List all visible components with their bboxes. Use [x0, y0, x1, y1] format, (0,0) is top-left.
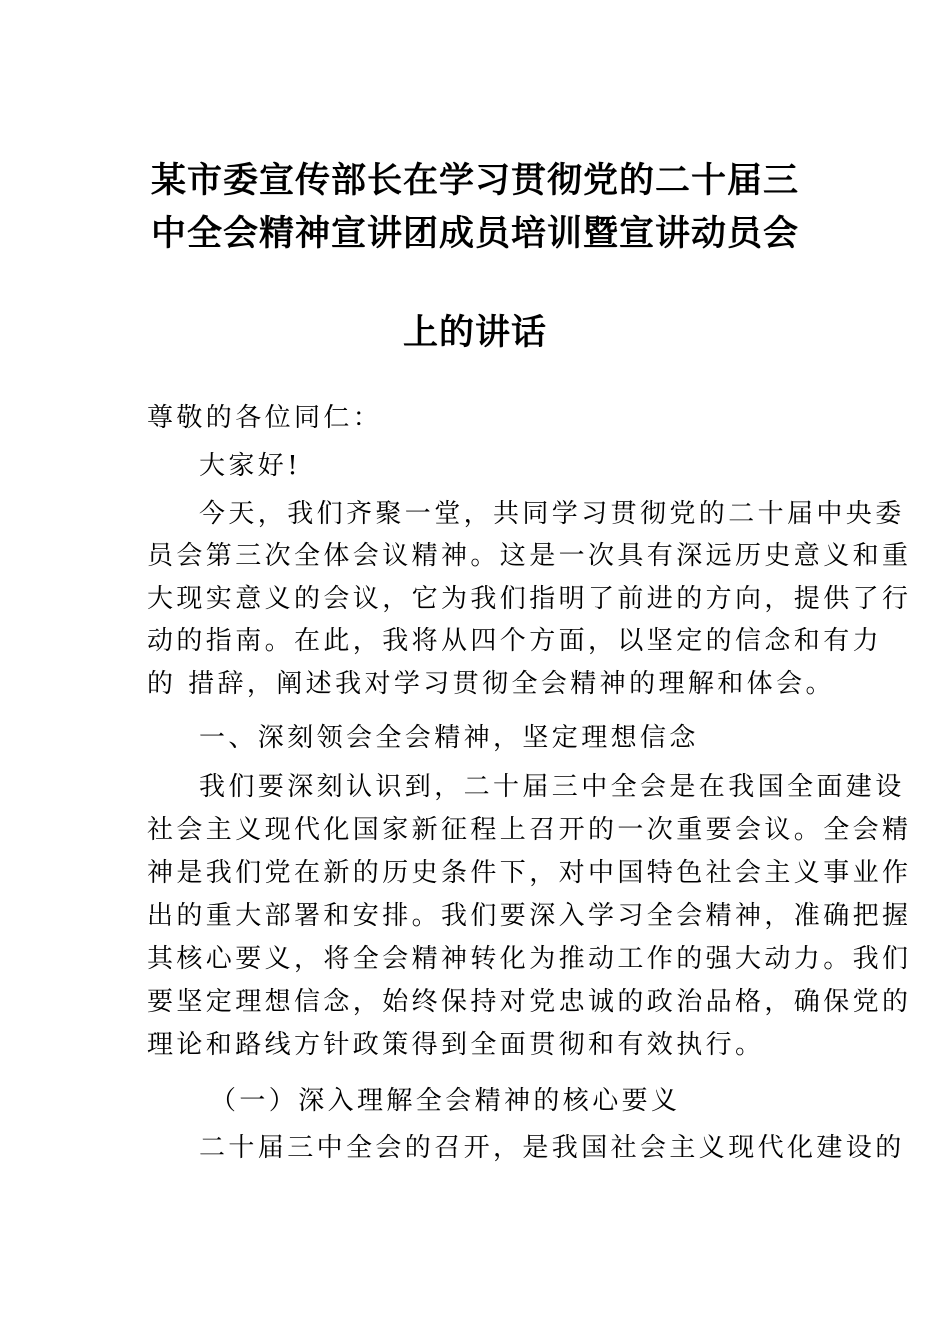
section1-line-7: 理论和路线方针政策得到全面贯彻和有效执行。	[147, 1030, 765, 1060]
salutation: 尊敬的各位同仁：	[147, 403, 383, 433]
intro-line-3: 大现实意义的会议，它为我们指明了前进的方向，提供了行	[147, 584, 912, 614]
intro-line-2: 员会第三次全体会议精神。这是一次具有深远历史意义和重	[147, 541, 912, 571]
section1-line-6: 要坚定理想信念，始终保持对党忠诚的政治品格，确保党的	[147, 987, 912, 1017]
intro-line-4: 动的指南。在此，我将从四个方面，以坚定的信念和有力	[147, 626, 883, 656]
subsection1-line-1: 二十届三中全会的召开，是我国社会主义现代化建设的	[199, 1133, 905, 1163]
greeting: 大家好!	[199, 451, 302, 481]
intro-line-1: 今天，我们齐聚一堂，共同学习贯彻党的二十届中央委	[199, 499, 905, 529]
section1-line-1: 我们要深刻认识到，二十届三中全会是在我国全面建设	[199, 772, 905, 802]
section1-line-4: 出的重大部署和安排。我们要深入学习全会精神，准确把握	[147, 901, 912, 931]
title-line-3: 上的讲话	[402, 313, 547, 353]
title-line-2: 中全会精神宣讲团成员培训暨宣讲动员会	[150, 214, 799, 254]
section-heading-1: 一、深刻领会全会精神，坚定理想信念	[199, 723, 699, 753]
subsection-heading-1: （一）深入理解全会精神的核心要义	[210, 1086, 681, 1116]
intro-line-5: 的 措辞，阐述我对学习贯彻全会精神的理解和体会。	[147, 669, 835, 699]
title-line-1: 某市委宣传部长在学习贯彻党的二十届三	[150, 161, 799, 201]
section1-line-3: 神是我们党在新的历史条件下，对中国特色社会主义事业作	[147, 858, 912, 888]
section1-line-5: 其核心要义，将全会精神转化为推动工作的强大动力。我们	[147, 944, 912, 974]
section1-line-2: 社会主义现代化国家新征程上召开的一次重要会议。全会精	[147, 815, 912, 845]
